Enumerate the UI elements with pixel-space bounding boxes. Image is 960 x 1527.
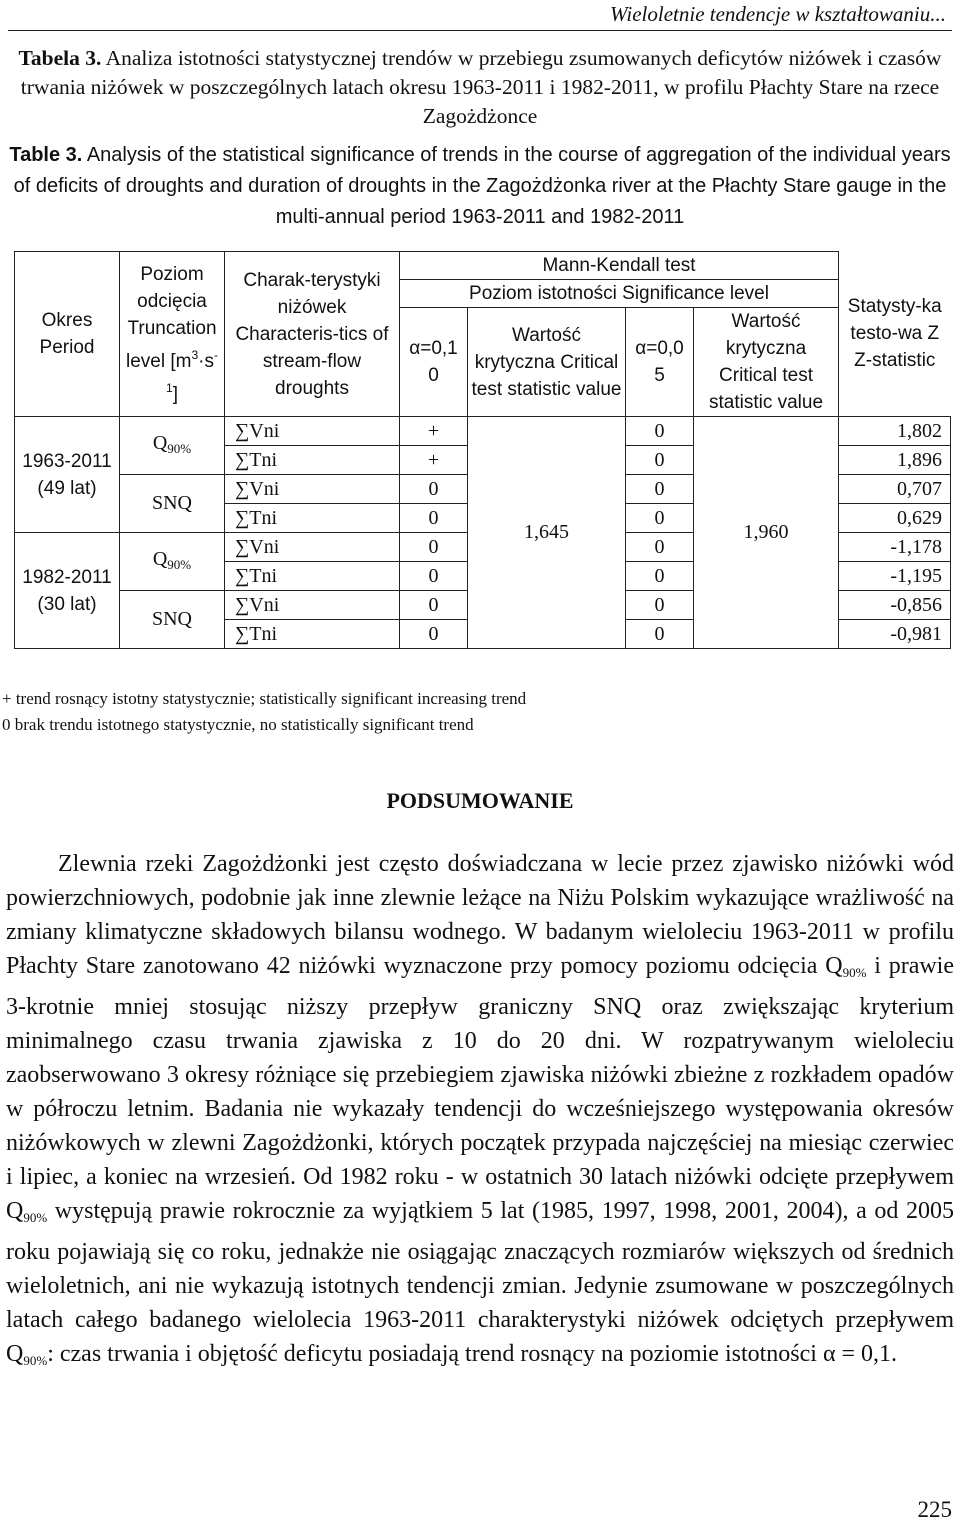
- truncation-cell: [120, 417, 225, 475]
- critical-value-01-cell: 1,645: [468, 417, 626, 649]
- truncation-sub: 90%: [167, 440, 192, 456]
- alpha-005-result-cell: 0: [626, 562, 694, 591]
- caption-en-label: Table 3.: [9, 144, 83, 166]
- truncation-main: Q: [152, 547, 168, 570]
- header-alpha-01: α=0,1 0: [400, 308, 468, 417]
- unit-sup-neg1: -1: [166, 347, 218, 395]
- alpha-005-result-cell: 0: [626, 475, 694, 504]
- z-statistic-cell: -0,856: [839, 591, 951, 620]
- unit-s: s: [204, 350, 214, 372]
- characteristic-cell: ∑Tni: [225, 446, 400, 475]
- caption-en-text: Analysis of the statistical significance of trends in the course of aggregation of the individual years of deficits of droughts and duration of droughts in the Zagożdżonka river at the Płachty Stare gauge in the multi-annual period 1963-2011 and 1982-2011: [13, 144, 951, 228]
- truncation-main: Q: [152, 431, 168, 454]
- caption-pl-text: Analiza istotności statystycznej trendów w przebiegu zsumowanych deficytów niżówek i czasów trwania niżówek w poszczególnych latach okresu 1963-2011 i 1982-2011, w profilu Płachty Stare na rzece Zagożdżonce: [20, 46, 942, 128]
- table-caption-en: [8, 140, 952, 233]
- footnote-increasing: + trend rosnący istotny statystycznie; statistically significant increasing trend: [2, 689, 527, 708]
- z-statistic-cell: 0,707: [839, 475, 951, 504]
- q90-sub-2: 90%: [23, 1210, 48, 1225]
- header-critical-1: Wartość krytyczna Critical test statistic value: [468, 308, 626, 417]
- truncation-sub: 90%: [167, 556, 192, 572]
- header-z-statistic: Statysty-ka testo-wa Z Z-statistic: [839, 252, 951, 417]
- alpha-01-result-cell: +: [400, 417, 468, 446]
- characteristic-cell: ∑Vni: [225, 591, 400, 620]
- caption-pl-label: Tabela 3.: [18, 46, 102, 70]
- q90-sub-3: 90%: [23, 1353, 48, 1368]
- z-statistic-cell: -1,195: [839, 562, 951, 591]
- results-table: [14, 251, 951, 649]
- header-rule: [8, 30, 952, 31]
- footnote-no-trend: 0 brak trendu istotnego statystycznie, no statistically significant trend: [2, 715, 474, 734]
- z-statistic-cell: 1,802: [839, 417, 951, 446]
- characteristic-cell: ∑Tni: [225, 504, 400, 533]
- critical-value-005-cell: 1,960: [694, 417, 839, 649]
- table-row: [15, 417, 951, 446]
- z-statistic-cell: -0,981: [839, 620, 951, 649]
- unit-close: ]: [172, 383, 178, 405]
- header-characteristics: Charak-terystyki niżówek Characteris-tics of stream-flow droughts: [225, 252, 400, 417]
- header-critical-2: Wartość krytyczna Critical test statistic value: [694, 308, 839, 417]
- header-mann-kendall: Mann-Kendall test: [400, 252, 839, 280]
- summary-part-4: : czas trwania i objętość deficytu posiadają trend rosnący na poziomie istotności α = 0,1.: [47, 1341, 898, 1367]
- alpha-01-result-cell: +: [400, 446, 468, 475]
- period-cell: 1963-2011 (49 lat): [15, 417, 120, 533]
- summary-part-2: i prawie 3-krotnie mniej stosując niższy przepływ graniczny SNQ oraz zwiększając kryterium minimalnego czasu trwania zjawiska z 10 do 20 dni. W rozpatrywanym wieloleciu zaobserwowano 3 okresy różniące się przebiegiem zjawiska niżówki zbieżne z rozkładem opadów w półroczu letnim. Badania nie wykazały tendencji do wcześniejszego występowania okresów niżówkowych w zlewni Zagożdżonki, których początek przypada najczęściej na miesiąc czerwiec i lipiec, a koniec na wrzesień. Od 1982 roku - w ostatnich 30 latach niżówki odcięte przepływem Q: [6, 953, 955, 1224]
- summary-part-1: Zlewnia rzeki Zagożdżonki jest często doświadczana w lecie przez zjawisko niżówki wód powierzchniowych, podobnie jak inne zlewnie leżące na Niżu Polskim wykazujące wrażliwość na zmiany klimatyczne składowych bilansu wodnego. W badanym wieloleciu 1963-2011 w profilu Płachty Stare zanotowano 42 niżówki wyznaczone przy pomocy poziomu odcięcia Q: [6, 851, 954, 979]
- characteristic-cell: ∑Vni: [225, 475, 400, 504]
- running-header: Wieloletnie tendencje w kształtowaniu...: [610, 2, 946, 26]
- alpha-01-result-cell: 0: [400, 475, 468, 504]
- page-number: 225: [917, 1497, 952, 1522]
- header-truncation: Poziom odcięcia Truncation level $[m^3\cdot s^{-1}]$: [120, 252, 225, 417]
- header-alpha-005: α=0,0 5: [626, 308, 694, 417]
- section-title: PODSUMOWANIE: [386, 788, 574, 813]
- truncation-main: SNQ: [151, 492, 192, 514]
- truncation-cell: [120, 475, 225, 533]
- alpha-01-result-cell: 0: [400, 620, 468, 649]
- alpha-005-result-cell: 0: [626, 620, 694, 649]
- characteristic-cell: ∑Tni: [225, 562, 400, 591]
- unit-sup-3: 3: [191, 347, 199, 362]
- z-statistic-cell: -1,178: [839, 533, 951, 562]
- alpha-01-result-cell: 0: [400, 504, 468, 533]
- characteristic-cell: ∑Vni: [225, 533, 400, 562]
- header-truncation-text: Poziom odcięcia Truncation level [m: [126, 263, 217, 372]
- table-caption-pl: [8, 44, 952, 131]
- characteristic-cell: ∑Tni: [225, 620, 400, 649]
- alpha-005-result-cell: 0: [626, 417, 694, 446]
- alpha-005-result-cell: 0: [626, 504, 694, 533]
- header-period: Okres Period: [15, 252, 120, 417]
- alpha-01-result-cell: 0: [400, 562, 468, 591]
- truncation-main: SNQ: [151, 608, 192, 630]
- alpha-01-result-cell: 0: [400, 533, 468, 562]
- truncation-cell: [120, 533, 225, 591]
- results-table-container: [14, 251, 950, 649]
- truncation-cell: [120, 591, 225, 649]
- period-cell: 1982-2011 (30 lat): [15, 533, 120, 649]
- z-statistic-cell: 0,629: [839, 504, 951, 533]
- alpha-005-result-cell: 0: [626, 533, 694, 562]
- summary-part-3: występują prawie rokrocznie za wyjątkiem 5 lat (1985, 1997, 1998, 2001, 2004), a od 2005 roku pojawiają się co roku, jednakże nie osiągając znaczących rozmiarów większych od średnich wieloletnich, ani nie wykazują istotnych tendencji zmian. Jedynie zsumowane w poszczególnych latach całego badanego wielolecia 1963-2011 charakterystyki niżówek odciętych przepływem Q: [6, 1198, 954, 1367]
- alpha-005-result-cell: 0: [626, 446, 694, 475]
- q90-sub-1: 90%: [842, 965, 867, 980]
- characteristic-cell: ∑Vni: [225, 417, 400, 446]
- alpha-005-result-cell: 0: [626, 591, 694, 620]
- alpha-01-result-cell: 0: [400, 591, 468, 620]
- z-statistic-cell: 1,896: [839, 446, 951, 475]
- summary-paragraph: [6, 847, 954, 1378]
- header-significance: Poziom istotności Significance level: [400, 280, 839, 308]
